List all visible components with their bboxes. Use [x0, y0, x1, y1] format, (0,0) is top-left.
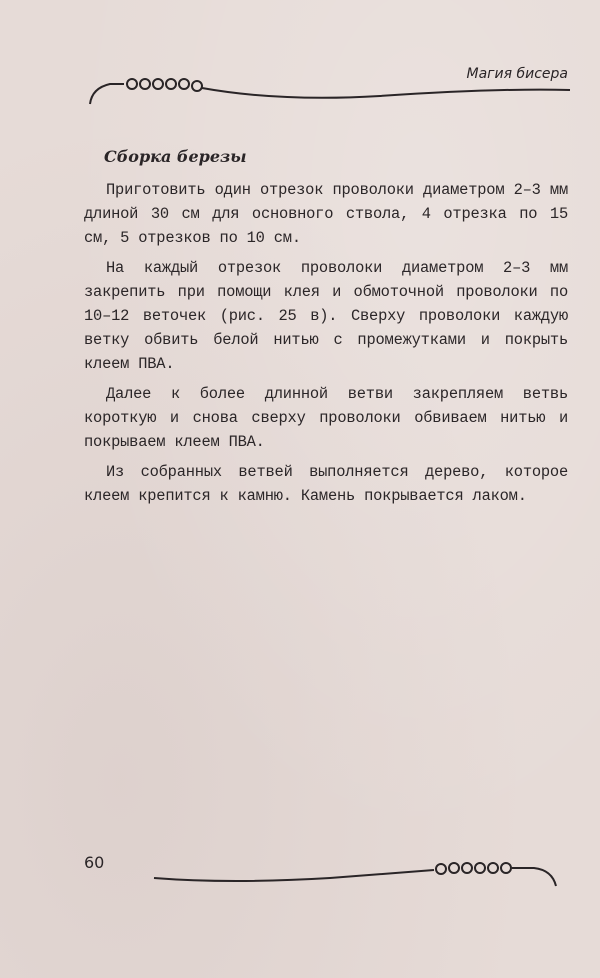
running-header-title: Магия бисера	[466, 66, 568, 82]
page-content	[84, 146, 568, 514]
paragraph: Приготовить один отрезок проволоки диаметром 2–3 мм длиной 30 см для основного ствола, 4 отрезка по 15 см, 5 отрезков по 10 см.	[84, 181, 568, 247]
footer-bead-ornament-icon	[150, 842, 570, 892]
page-number: 60	[84, 853, 105, 872]
paragraph: Далее к более длинной ветви закрепляем ветвь короткую и снова сверху проволоки обвиваем нитью и покрываем клеем ПВА.	[84, 385, 568, 451]
paragraph: На каждый отрезок проволоки диаметром 2–3 мм закрепить при помощи клея и обмоточной проволоки по 10–12 веточек (рис. 25 в). Сверху проволоки каждую ветку обвить белой нитью с промежутками и покрыть клеем ПВА.	[84, 259, 568, 373]
section-title: Сборка березы	[104, 147, 247, 166]
paragraph: Из собранных ветвей выполняется дерево, которое клеем крепится к камню. Камень покрывается лаком.	[84, 463, 568, 505]
